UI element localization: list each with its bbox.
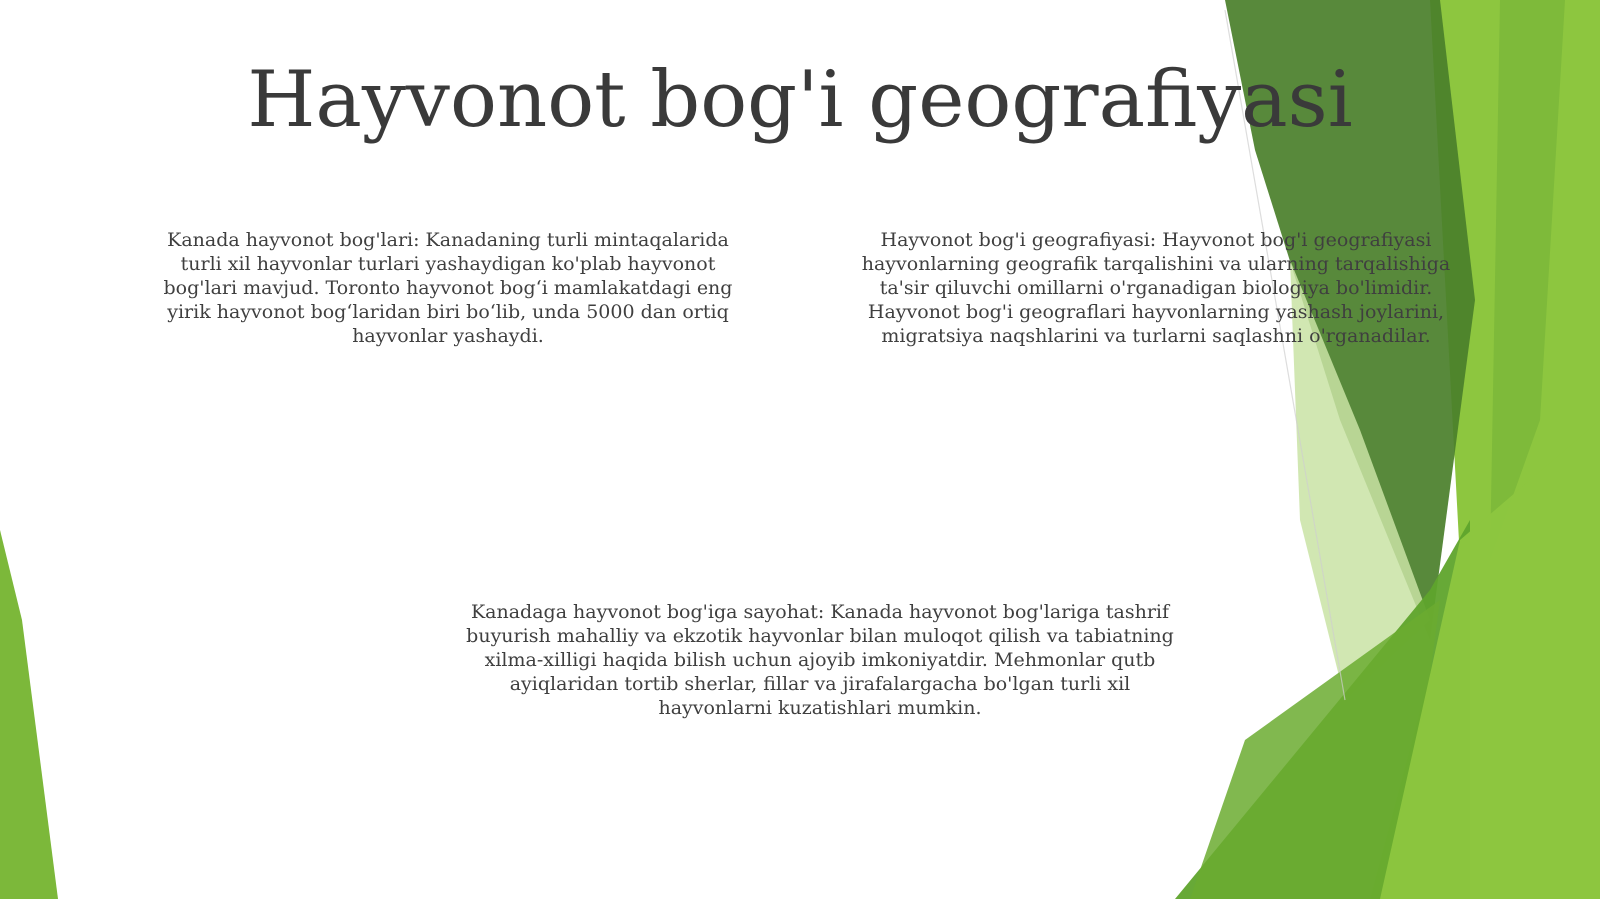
paragraph-canada-zoos: Kanada hayvonot bog'lari: Kanadaning turli mintaqalarida turli xil hayvonlar turlari yashaydigan ko'plab hayvonot bog'lari mavjud. Toronto hayvonot bog‘i mamlakatdagi eng yirik hayvonot bog‘laridan biri bo‘lib, unda 5000 dan ortiq hayvonlar yashaydi. <box>163 229 733 347</box>
paragraph-zoo-trip: Kanadaga hayvonot bog'iga sayohat: Kanada hayvonot bog'lariga tashrif buyurish mahalliy va ekzotik hayvonlar bilan muloqot qilish va tabiatning xilma-xilligi haqida bilish uchun ajoyib imkoniyatdir. Mehmonlar qutb ayiqlaridan tortib sherlar, fillar va jirafalargacha bo'lgan turli xil hayvonlarni kuzatishlari mumkin. <box>466 601 1174 719</box>
slide-title: Hayvonot bog'i geografiyasi <box>247 55 1353 145</box>
deco-shape-left-wedge <box>0 530 58 899</box>
paragraph-zoo-geography: Hayvonot bog'i geografiyasi: Hayvonot bog'i geografiyasi hayvonlarning geografik tarqalishini va ularning tarqalishiga ta'sir qiluvchi omillarni o'rganadigan biologiya bo'limidir. Hayvonot bog'i geograflari hayvonlarning yashash joylarini, migratsiya naqshlarini va turlarni saqlashni o'rganadilar. <box>861 229 1451 347</box>
